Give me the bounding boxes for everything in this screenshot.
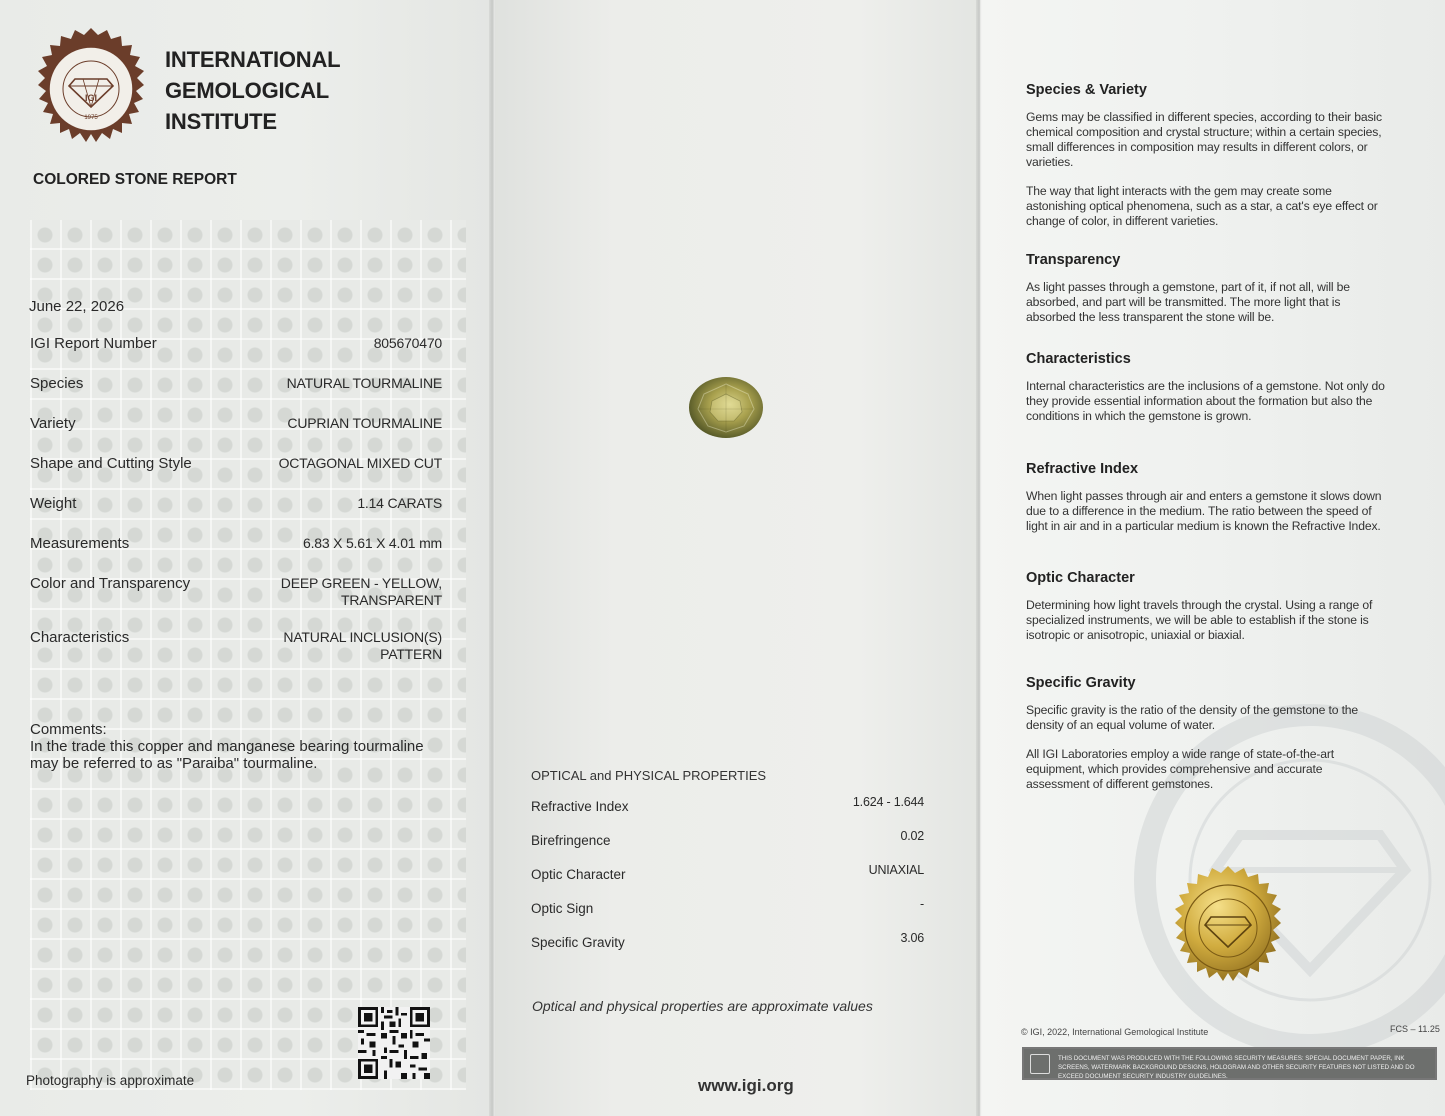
- field-label: Color and Transparency: [30, 575, 191, 592]
- glossary-text: Internal characteristics are the inclusions of a gemstone. Not only do they provide essential information about the formation but also the conditions in which the gemstone is grown.: [1026, 379, 1385, 423]
- glossary-title: Transparency: [1026, 252, 1121, 268]
- glossary-section-characteristics: [1026, 351, 1388, 438]
- field-label: Measurements: [30, 535, 130, 552]
- comments-label: Comments:: [30, 721, 107, 738]
- field-label: Shape and Cutting Style: [30, 455, 192, 472]
- optical-properties-heading: OPTICAL and PHYSICAL PROPERTIES: [531, 768, 767, 783]
- field-value: [283, 629, 442, 663]
- optical-value: UNIAXIAL: [868, 863, 924, 877]
- field-label: IGI Report Number: [30, 335, 157, 352]
- optical-label: Optic Sign: [531, 901, 594, 916]
- glossary-section-species: [1026, 82, 1388, 243]
- optical-value: 1.624 - 1.644: [852, 795, 924, 809]
- field-value: NATURAL TOURMALINE: [286, 375, 442, 391]
- glossary-section-optic-character: [1026, 570, 1388, 657]
- optical-value: -: [920, 897, 924, 911]
- field-label: Variety: [30, 415, 76, 432]
- seal-year: 1975: [84, 115, 98, 121]
- document-lock-icon: [1030, 1054, 1050, 1074]
- copyright-text: © IGI, 2022, International Gemological Institute: [1021, 1027, 1209, 1037]
- glossary-title: Optic Character: [1026, 570, 1135, 586]
- website-link[interactable]: www.igi.org: [698, 1076, 794, 1095]
- security-notice-bar: [1022, 1047, 1437, 1080]
- photography-note: Photography is approximate: [26, 1073, 195, 1088]
- brand-line-1: INTERNATIONAL: [165, 47, 341, 72]
- optical-label: Optic Character: [531, 867, 626, 882]
- field-value: OCTAGONAL MIXED CUT: [278, 455, 442, 471]
- optical-label: Refractive Index: [531, 799, 629, 814]
- optical-label: Specific Gravity: [531, 935, 625, 950]
- igi-seal-logo: [30, 28, 152, 150]
- field-value-line-1: DEEP GREEN - YELLOW,: [280, 575, 442, 591]
- glossary-text: When light passes through air and enters a gemstone it slows down due to a difference in the medium. The ratio between the speed of light in air and in a particular medium is known the Refractive Index.: [1026, 489, 1382, 533]
- field-value-line-2: PATTERN: [380, 646, 442, 662]
- optical-label: Birefringence: [531, 833, 611, 848]
- report-title: COLORED STONE REPORT: [33, 171, 237, 188]
- brand-name: [165, 44, 340, 137]
- qr-code[interactable]: [358, 1007, 430, 1079]
- fold-line: [489, 0, 495, 1116]
- field-value: [281, 575, 442, 609]
- optical-value: 0.02: [900, 829, 924, 843]
- gemstone-photo: [688, 376, 764, 439]
- field-value: CUPRIAN TOURMALINE: [287, 415, 442, 431]
- glossary-title: Refractive Index: [1026, 461, 1139, 477]
- optical-value: 3.06: [900, 931, 924, 945]
- glossary-text: As light passes through a gemstone, part of it, if not all, will be absorbed, and part will be transmitted. The more light that is absorbed the less transparent the stone will be.: [1026, 280, 1350, 324]
- glossary-section-transparency: [1026, 252, 1388, 339]
- field-value: 805670470: [373, 335, 442, 351]
- gold-hologram-seal: [1166, 866, 1290, 990]
- glossary-title: Specific Gravity: [1026, 675, 1136, 691]
- field-value: 6.83 X 5.61 X 4.01 mm: [303, 535, 442, 551]
- glossary-title: Characteristics: [1026, 351, 1131, 367]
- glossary-section-specific-gravity: [1026, 675, 1388, 806]
- brand-line-2: GEMOLOGICAL: [165, 78, 330, 103]
- brand-line-3: INSTITUTE: [165, 109, 277, 134]
- glossary-text: Gems may be classified in different species, according to their basic chemical composition and crystal structure; within a certain species, small differences in composition may results in different colors, or varieties.: [1026, 110, 1382, 169]
- glossary-text: Determining how light travels through the crystal. Using a range of specialized instruments, we will be able to establish if the stone is isotropic or anisotropic, uniaxial or biaxial.: [1026, 598, 1373, 642]
- glossary-text: All IGI Laboratories employ a wide range of state-of-the-art equipment, which provides comprehensive and accurate assessment of different gemstones.: [1026, 747, 1335, 791]
- report-date: June 22, 2026: [29, 298, 125, 315]
- field-value: 1.14 CARATS: [357, 495, 442, 511]
- report-panel-left: [0, 0, 492, 1116]
- glossary-text: The way that light interacts with the gem may create some astonishing optical phenomena, such as a star, a cat's eye effect or change of color, in different varieties.: [1026, 184, 1378, 228]
- field-label: Species: [30, 375, 84, 392]
- field-value-line-2: TRANSPARENT: [341, 592, 442, 608]
- field-label: Characteristics: [30, 629, 130, 646]
- fold-line: [976, 0, 982, 1116]
- glossary-title: Species & Variety: [1026, 82, 1147, 98]
- approximate-values-note: Optical and physical properties are approximate values: [532, 998, 873, 1014]
- field-value-line-1: NATURAL INCLUSION(S): [283, 629, 442, 645]
- seal-igi-text: IGI: [84, 93, 98, 103]
- glossary-section-refractive-index: [1026, 461, 1388, 548]
- glossary-text: Specific gravity is the ratio of the density of the gemstone to the density of an equal volume of water.: [1026, 703, 1359, 732]
- field-label: Weight: [30, 495, 77, 512]
- security-notice-text: THIS DOCUMENT WAS PRODUCED WITH THE FOLLOWING SECURITY MEASURES: SPECIAL DOCUMENT PAPER, INK SCREENS, WATERMARK BACKGROUND DESIGNS, HOLOGRAM AND OTHER SECURITY FEATURES NOT LISTED AND DO EXCEED DOCUMENT SECURITY INDUSTRY GUIDELINES.: [1058, 1055, 1415, 1080]
- comments-text: In the trade this copper and manganese bearing tourmaline may be referred to as "Paraiba" tourmaline.: [30, 738, 424, 772]
- form-code: FCS – 11.25: [1390, 1024, 1440, 1034]
